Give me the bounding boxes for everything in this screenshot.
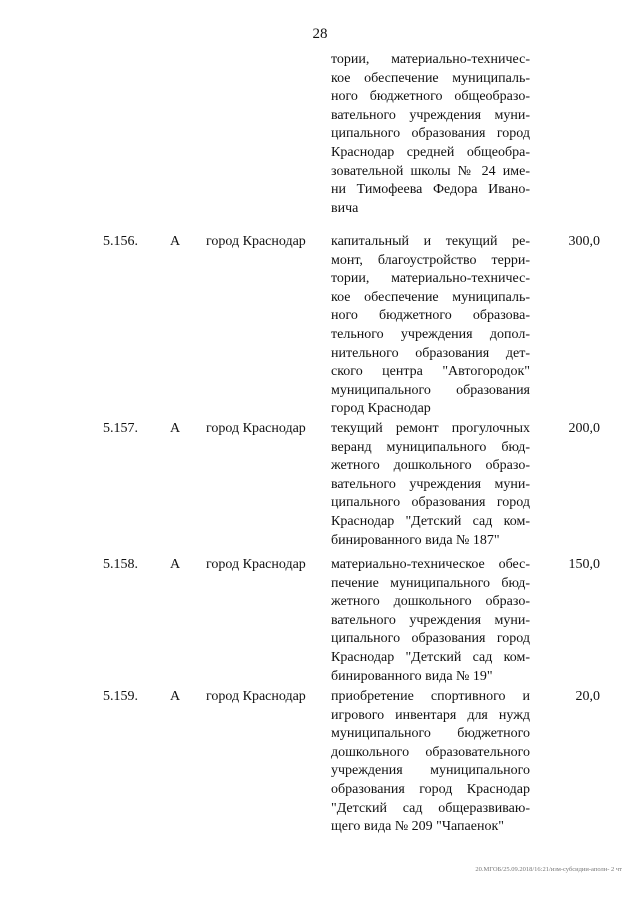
row-municipality: город Краснодар (206, 421, 306, 436)
row-number: 5.157. (103, 421, 138, 436)
description-line: Краснодар "Детский сад ком- (331, 513, 530, 529)
description-line: тории, материально-техничес- (331, 52, 530, 67)
row-category: А (170, 234, 181, 249)
description-line: дошкольного образовательного (331, 744, 530, 760)
description-line: образования город Краснодар (331, 781, 530, 797)
description-line: зовательной школы № 24 име- (331, 163, 530, 179)
description-line: учреждения муниципального (331, 763, 530, 779)
row-amount: 20,0 (575, 689, 600, 704)
continuation-text (331, 51, 530, 218)
description-line: приобретение спортивного и (331, 689, 530, 704)
description-line: Краснодар "Детский сад ком- (331, 649, 530, 665)
description-line: жетного дошкольного образо- (331, 458, 530, 474)
description-line: бинированного вида № 19" (331, 668, 493, 684)
description-line: кое обеспечение муниципаль- (331, 70, 530, 86)
row-amount: 300,0 (568, 234, 600, 249)
description-line: бинированного вида № 187" (331, 532, 500, 548)
row-description (331, 556, 530, 686)
description-line: тельного учреждения допол- (331, 326, 530, 342)
row-amount: 200,0 (568, 421, 600, 436)
description-line: вича (331, 200, 359, 216)
description-line: город Краснодар (331, 401, 431, 417)
description-line: ского центра "Автогородок" (331, 364, 530, 380)
description-line: вательного учреждения муни- (331, 107, 530, 123)
description-line: вательного учреждения муни- (331, 612, 530, 628)
description-line: веранд муниципального бюд- (331, 439, 530, 455)
description-line: Краснодар средней общеобра- (331, 144, 530, 160)
row-number: 5.156. (103, 234, 138, 249)
description-line: ципального образования город (331, 631, 530, 647)
row-number: 5.158. (103, 557, 138, 572)
row-municipality: город Краснодар (206, 689, 306, 704)
description-line: нительного образования дет- (331, 345, 530, 361)
description-line: текущий ремонт прогулочных (331, 421, 530, 436)
page-number: 28 (312, 26, 328, 42)
description-line: вательного учреждения муни- (331, 476, 530, 492)
description-line: муниципального бюджетного (331, 726, 530, 742)
row-category: А (170, 557, 181, 572)
row-description (331, 688, 530, 837)
description-line: муниципального образования (331, 382, 530, 398)
description-line: ни Тимофеева Федора Ивано- (331, 182, 530, 198)
row-category: А (170, 421, 181, 436)
description-line: "Детский сад общеразвиваю- (331, 800, 530, 816)
description-line: капитальный и текущий ре- (331, 234, 530, 249)
row-amount: 150,0 (568, 557, 600, 572)
description-line: кое обеспечение муниципаль- (331, 289, 530, 305)
row-municipality: город Краснодар (206, 234, 306, 249)
row-municipality: город Краснодар (206, 557, 306, 572)
description-line: игрового инвентаря для нужд (331, 707, 530, 723)
description-line: монт, благоустройство терри- (331, 252, 530, 268)
description-line: ного бюджетного общеобразо- (331, 89, 530, 105)
description-line: щего вида № 209 "Чапаенок" (331, 819, 504, 835)
description-line: ципального образования город (331, 126, 530, 142)
description-line: ного бюджетного образова- (331, 308, 530, 324)
row-number: 5.159. (103, 689, 138, 704)
footer-stamp: 20.МГОБ/25.09.2018/16:21/изм-субсидии-аполн- 2 чт (475, 866, 622, 873)
description-line: тории, материально-техничес- (331, 271, 530, 287)
row-description (331, 233, 530, 419)
row-category: А (170, 689, 181, 704)
description-line: ципального образования город (331, 495, 530, 511)
row-description (331, 420, 530, 550)
description-line: материально-техническое обес- (331, 557, 530, 572)
description-line: печение муниципального бюд- (331, 575, 530, 591)
description-line: жетного дошкольного образо- (331, 594, 530, 610)
